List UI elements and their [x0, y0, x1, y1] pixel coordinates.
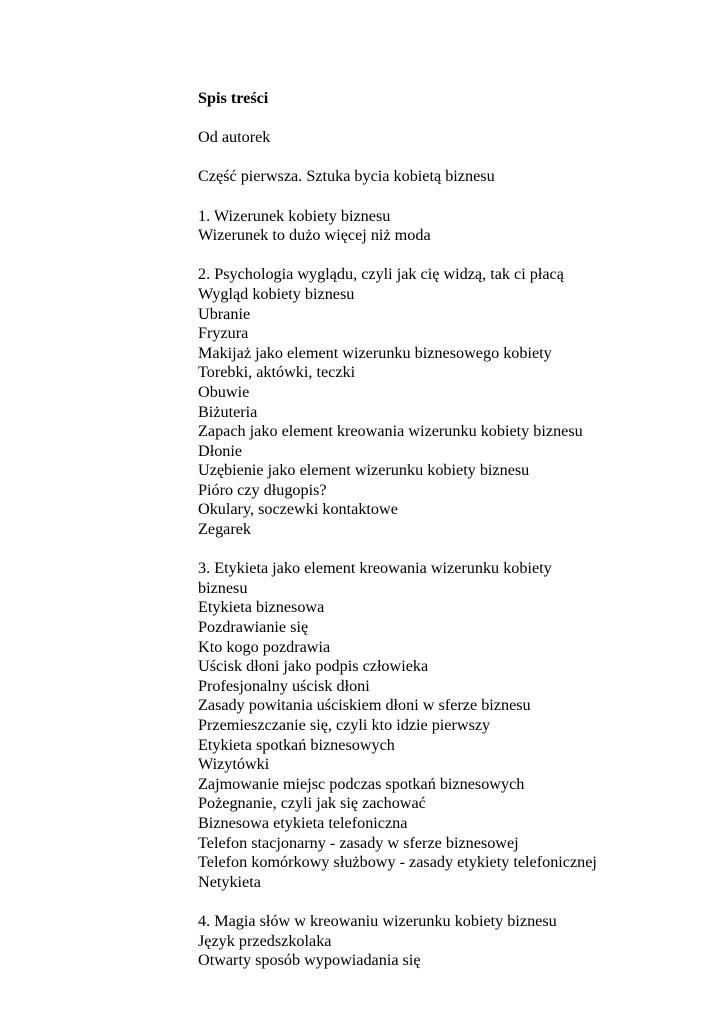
toc-entry: Obuwie — [198, 382, 250, 401]
toc-entry: Kto kogo pozdrawia — [198, 637, 331, 656]
preface-entry: Od autorek — [198, 128, 271, 147]
toc-entry: Telefon stacjonarny - zasady w sferze biznesowej — [198, 833, 519, 852]
toc-entry: Wygląd kobiety biznesu — [198, 284, 355, 303]
toc-entry: Uścisk dłoni jako podpis człowieka — [198, 657, 429, 676]
toc-section — [198, 207, 698, 246]
spacer — [198, 187, 698, 207]
toc-entry: Wizytówki — [198, 755, 270, 774]
toc-entry: Ubranie — [198, 304, 251, 323]
toc-entry: Netykieta — [198, 872, 261, 891]
toc-title: Spis treści — [198, 89, 269, 107]
toc-entry: Zajmowanie miejsc podczas spotkań biznesowych — [198, 774, 525, 793]
spacer — [198, 246, 698, 266]
part-title: Część pierwsza. Sztuka bycia kobietą biznesu — [198, 167, 495, 186]
section-heading: 4. Magia słów w kreowaniu wizerunku kobiety biznesu — [198, 911, 557, 930]
toc-entry: Język przedszkolaka — [198, 931, 332, 950]
toc-section — [198, 559, 698, 892]
toc-entry: Etykieta spotkań biznesowych — [198, 735, 395, 754]
toc-entry: Torebki, aktówki, teczki — [198, 363, 356, 382]
toc-entry: Zasady powitania uściskiem dłoni w sferze biznesu — [198, 696, 531, 715]
toc-entry: Pozdrawianie się — [198, 618, 309, 637]
toc-entry: Zapach jako element kreowania wizerunku kobiety biznesu — [198, 422, 583, 441]
toc-entry: Okulary, soczewki kontaktowe — [198, 500, 398, 519]
toc-entry: Biżuteria — [198, 402, 258, 421]
toc-section — [198, 265, 698, 539]
toc-entry: Pożegnanie, czyli jak się zachować — [198, 794, 426, 813]
toc-entry: Etykieta biznesowa — [198, 598, 325, 617]
toc-entry: Otwarty sposób wypowiadania się — [198, 951, 421, 970]
spacer — [198, 109, 698, 129]
toc-entry: Pióro czy długopis? — [198, 480, 327, 499]
toc-section — [198, 912, 698, 971]
toc-entry: Przemieszczanie się, czyli kto idzie pierwszy — [198, 716, 491, 734]
toc-sections — [198, 187, 698, 971]
spacer — [198, 892, 698, 912]
toc-entry: Telefon komórkowy służbowy - zasady etykiety telefonicznej — [198, 853, 597, 872]
spacer — [198, 148, 698, 168]
toc-entry: Wizerunek to dużo więcej niż moda — [198, 226, 431, 245]
toc-entry: Fryzura — [198, 324, 249, 343]
table-of-contents — [198, 89, 698, 971]
section-heading: 1. Wizerunek kobiety biznesu — [198, 206, 391, 225]
spacer — [198, 540, 698, 560]
section-heading: 2. Psychologia wyglądu, czyli jak cię widzą, tak ci płacą — [198, 265, 564, 284]
toc-entry: Zegarek — [198, 520, 252, 539]
toc-entry: Dłonie — [198, 441, 243, 460]
toc-entry: Makijaż jako element wizerunku biznesowego kobiety — [198, 343, 552, 362]
toc-entry: Profesjonalny uścisk dłoni — [198, 676, 370, 695]
toc-entry: Biznesowa etykieta telefoniczna — [198, 813, 408, 832]
toc-entry: Uzębienie jako element wizerunku kobiety biznesu — [198, 461, 530, 480]
section-heading: 3. Etykieta jako element kreowania wizerunku kobiety — [198, 559, 552, 578]
section-heading: biznesu — [198, 578, 248, 597]
